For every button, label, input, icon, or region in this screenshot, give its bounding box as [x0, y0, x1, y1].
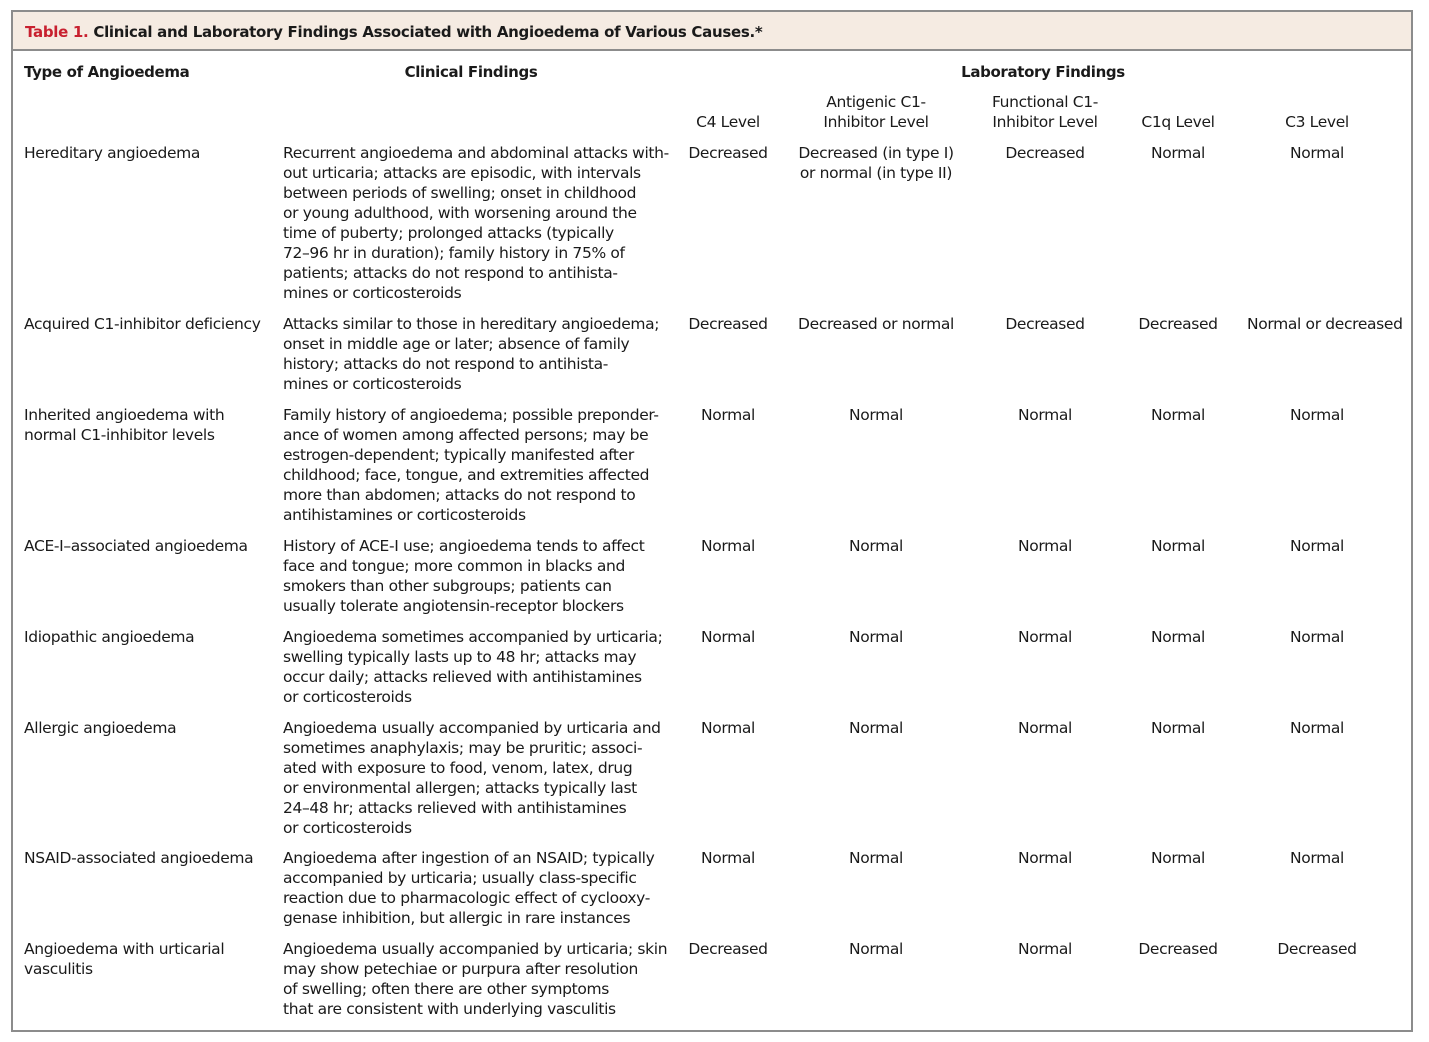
antigenic-line: Normal: [849, 940, 903, 958]
row-clinical-7: [283, 848, 655, 928]
clinical-line: Recurrent angioedema and abdominal attacks with-: [283, 144, 669, 162]
row-type-line: Idiopathic angioedema: [24, 628, 195, 646]
row-clinical-2: [283, 314, 660, 394]
row-c1q-8: Decreased: [1138, 940, 1218, 958]
row-antigenic-3: [776, 405, 976, 425]
header-antigenic-line-1: Antigenic C1-: [826, 93, 926, 111]
row-functional-3: Normal: [1018, 406, 1072, 424]
row-c1q-1: Normal: [1151, 144, 1205, 162]
clinical-line: face and tongue; more common in blacks and: [283, 557, 625, 575]
row-antigenic-4: [776, 536, 976, 556]
row-c3-1: Normal: [1290, 144, 1344, 162]
clinical-line: more than abdomen; attacks do not respond to: [283, 486, 636, 504]
row-type-line: vasculitis: [24, 960, 93, 978]
antigenic-line: Normal: [849, 719, 903, 737]
clinical-line: or corticosteroids: [283, 819, 412, 837]
clinical-line: that are consistent with underlying vasculitis: [283, 1000, 616, 1018]
row-antigenic-7: [776, 848, 976, 868]
header-c3-level: C3 Level: [1285, 113, 1349, 131]
antigenic-line: Normal: [849, 537, 903, 555]
clinical-line: sometimes anaphylaxis; may be pruritic; associ-: [283, 739, 643, 757]
header-antigenic-line-2: Inhibitor Level: [823, 113, 929, 131]
header-laboratory: Laboratory Findings: [961, 63, 1125, 81]
header-c1q-level: C1q Level: [1141, 113, 1215, 131]
row-c1q-4: Normal: [1151, 537, 1205, 555]
row-functional-6: Normal: [1018, 719, 1072, 737]
row-type-2: [24, 314, 261, 334]
clinical-line: swelling typically lasts up to 48 hr; attacks may: [283, 648, 637, 666]
clinical-line: time of puberty; prolonged attacks (typically: [283, 224, 614, 242]
row-type-5: [24, 627, 195, 647]
clinical-line: reaction due to pharmacologic effect of cyclooxy-: [283, 889, 650, 907]
row-antigenic-2: [776, 314, 976, 334]
row-type-line: ACE-I–associated angioedema: [24, 537, 248, 555]
clinical-line: or environmental allergen; attacks typically last: [283, 779, 637, 797]
clinical-line: estrogen-dependent; typically manifested after: [283, 446, 634, 464]
row-antigenic-1: [776, 143, 976, 183]
clinical-line: 24–48 hr; attacks relieved with antihistamines: [283, 799, 627, 817]
table-title-bar: [13, 12, 1411, 51]
row-type-line: NSAID-associated angioedema: [24, 849, 254, 867]
row-type-line: Hereditary angioedema: [24, 144, 201, 162]
clinical-line: or young adulthood, with worsening around the: [283, 204, 637, 222]
row-type-1: [24, 143, 201, 163]
header-functional-c1-inhibitor: [965, 92, 1125, 132]
row-c3-4: Normal: [1290, 537, 1344, 555]
antigenic-line: Decreased (in type I): [798, 144, 954, 162]
clinical-line: onset in middle age or later; absence of family: [283, 335, 630, 353]
antigenic-line: Normal: [849, 849, 903, 867]
row-antigenic-8: [776, 939, 976, 959]
clinical-line: occur daily; attacks relieved with antihistamines: [283, 668, 642, 686]
clinical-line: Attacks similar to those in hereditary angioedema;: [283, 315, 660, 333]
clinical-line: mines or corticosteroids: [283, 284, 462, 302]
row-type-line: Acquired C1-inhibitor deficiency: [24, 315, 261, 333]
row-c4-2: Decreased: [688, 315, 768, 333]
row-type-line: Allergic angioedema: [24, 719, 177, 737]
row-c3-2: Normal or decreased: [1247, 315, 1403, 333]
row-clinical-6: [283, 718, 661, 838]
header-functional-line-1: Functional C1-: [991, 93, 1099, 111]
clinical-line: Angioedema sometimes accompanied by urticaria;: [283, 628, 663, 646]
row-functional-8: Normal: [1018, 940, 1072, 958]
row-c1q-3: Normal: [1151, 406, 1205, 424]
row-functional-2: Decreased: [1005, 315, 1085, 333]
header-clinical: Clinical Findings: [404, 63, 538, 81]
row-type-line: normal C1-inhibitor levels: [24, 426, 215, 444]
clinical-line: history; attacks do not respond to antihista-: [283, 355, 609, 373]
clinical-line: childhood; face, tongue, and extremities affected: [283, 466, 650, 484]
antigenic-line: or normal (in type II): [799, 164, 953, 182]
antigenic-line: Normal: [849, 628, 903, 646]
row-c3-8: Decreased: [1277, 940, 1357, 958]
row-c4-3: Normal: [701, 406, 755, 424]
row-c3-5: Normal: [1290, 628, 1344, 646]
clinical-line: accompanied by urticaria; usually class-specific: [283, 869, 637, 887]
row-clinical-3: [283, 405, 659, 525]
row-c4-7: Normal: [701, 849, 755, 867]
row-c4-4: Normal: [701, 537, 755, 555]
row-type-line: Inherited angioedema with: [24, 406, 225, 424]
header-antigenic-c1-inhibitor: [776, 92, 976, 132]
row-antigenic-6: [776, 718, 976, 738]
row-c4-6: Normal: [701, 719, 755, 737]
clinical-line: Angioedema usually accompanied by urticaria; skin: [283, 940, 668, 958]
table-title-text: Clinical and Laboratory Findings Associated with Angioedema of Various Causes.*: [93, 23, 763, 41]
clinical-line: History of ACE-I use; angioedema tends to affect: [283, 537, 645, 555]
table-title: [25, 23, 762, 41]
row-c1q-7: Normal: [1151, 849, 1205, 867]
row-c3-7: Normal: [1290, 849, 1344, 867]
row-c1q-6: Normal: [1151, 719, 1205, 737]
clinical-line: patients; attacks do not respond to antihista-: [283, 264, 618, 282]
row-clinical-8: [283, 939, 668, 1019]
clinical-line: 72–96 hr in duration); family history in 75% of: [283, 244, 625, 262]
clinical-line: ated with exposure to food, venom, latex, drug: [283, 759, 633, 777]
row-c3-3: Normal: [1290, 406, 1344, 424]
row-type-3: [24, 405, 225, 445]
antigenic-line: Decreased or normal: [798, 315, 954, 333]
clinical-line: usually tolerate angiotensin-receptor blockers: [283, 597, 624, 615]
header-c4-level: C4 Level: [696, 113, 760, 131]
clinical-line: or corticosteroids: [283, 688, 412, 706]
row-clinical-4: [283, 536, 645, 616]
clinical-line: out urticaria; attacks are episodic, with intervals: [283, 164, 641, 182]
clinical-line: antihistamines or corticosteroids: [283, 506, 526, 524]
row-c4-8: Decreased: [688, 940, 768, 958]
clinical-line: smokers than other subgroups; patients can: [283, 577, 612, 595]
header-type: Type of Angioedema: [24, 63, 190, 81]
row-type-6: [24, 718, 177, 738]
clinical-line: genase inhibition, but allergic in rare instances: [283, 909, 631, 927]
clinical-line: Angioedema usually accompanied by urticaria and: [283, 719, 661, 737]
row-clinical-5: [283, 627, 663, 707]
row-functional-5: Normal: [1018, 628, 1072, 646]
row-functional-7: Normal: [1018, 849, 1072, 867]
header-functional-line-2: Inhibitor Level: [992, 113, 1098, 131]
row-c1q-5: Normal: [1151, 628, 1205, 646]
row-type-4: [24, 536, 248, 556]
row-antigenic-5: [776, 627, 976, 647]
row-type-line: Angioedema with urticarial: [24, 940, 225, 958]
clinical-line: mines or corticosteroids: [283, 375, 462, 393]
antigenic-line: Normal: [849, 406, 903, 424]
row-functional-1: Decreased: [1005, 144, 1085, 162]
clinical-line: Angioedema after ingestion of an NSAID; typically: [283, 849, 655, 867]
row-c1q-2: Decreased: [1138, 315, 1218, 333]
clinical-line: ance of women among affected persons; may be: [283, 426, 649, 444]
table-frame: [11, 10, 1413, 1032]
clinical-line: between periods of swelling; onset in childhood: [283, 184, 637, 202]
row-c3-6: Normal: [1290, 719, 1344, 737]
clinical-line: Family history of angioedema; possible preponder-: [283, 406, 659, 424]
row-c4-5: Normal: [701, 628, 755, 646]
row-functional-4: Normal: [1018, 537, 1072, 555]
row-type-7: [24, 848, 254, 868]
clinical-line: may show petechiae or purpura after resolution: [283, 960, 639, 978]
row-clinical-1: [283, 143, 669, 303]
row-type-8: [24, 939, 225, 979]
clinical-line: of swelling; often there are other symptoms: [283, 980, 609, 998]
table-label: Table 1.: [25, 23, 89, 41]
row-c4-1: Decreased: [688, 144, 768, 162]
